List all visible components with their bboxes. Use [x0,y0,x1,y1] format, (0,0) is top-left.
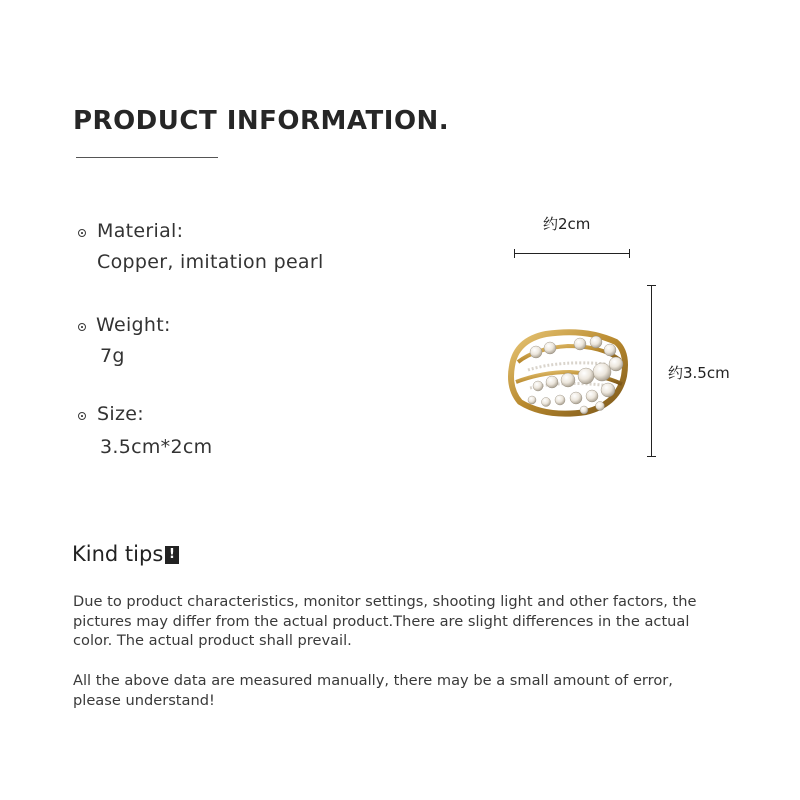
exclamation-icon: ! [165,546,179,564]
spec-label-material: Material: [97,220,184,242]
tips-paragraph-disclaimer: Due to product characteristics, monitor settings, shooting light and other factors, the pictures may differ from the actual product.There are slight differences in the actual color. The actual product shall prevail. [73,593,697,649]
title-underline [76,157,218,158]
tips-paragraph-measurement: All the above data are measured manually, there may be a small amount of error, please understand! [73,672,673,709]
page-title: PRODUCT INFORMATION. [73,106,450,136]
spec-label-size: Size: [97,403,144,425]
bullet-icon [78,229,86,237]
height-dimension-cap [647,456,656,457]
spec-value-size: 3.5cm*2cm [100,436,213,458]
spec-value-weight: 7g [100,345,125,367]
height-dimension-line [651,285,652,457]
width-dimension-cap [629,249,630,258]
bullet-icon [78,323,86,331]
pearl-ring-image [506,326,630,418]
tips-heading: Kind tips [72,542,164,566]
width-dimension-cap [514,249,515,258]
height-dimension-cap [647,285,656,286]
width-dimension-line [514,253,630,254]
width-dimension-label: 约2cm [543,215,591,233]
spec-value-material: Copper, imitation pearl [97,251,324,273]
height-dimension-label: 约3.5cm [668,364,730,382]
spec-label-weight: Weight: [96,314,171,336]
bullet-icon [78,412,86,420]
